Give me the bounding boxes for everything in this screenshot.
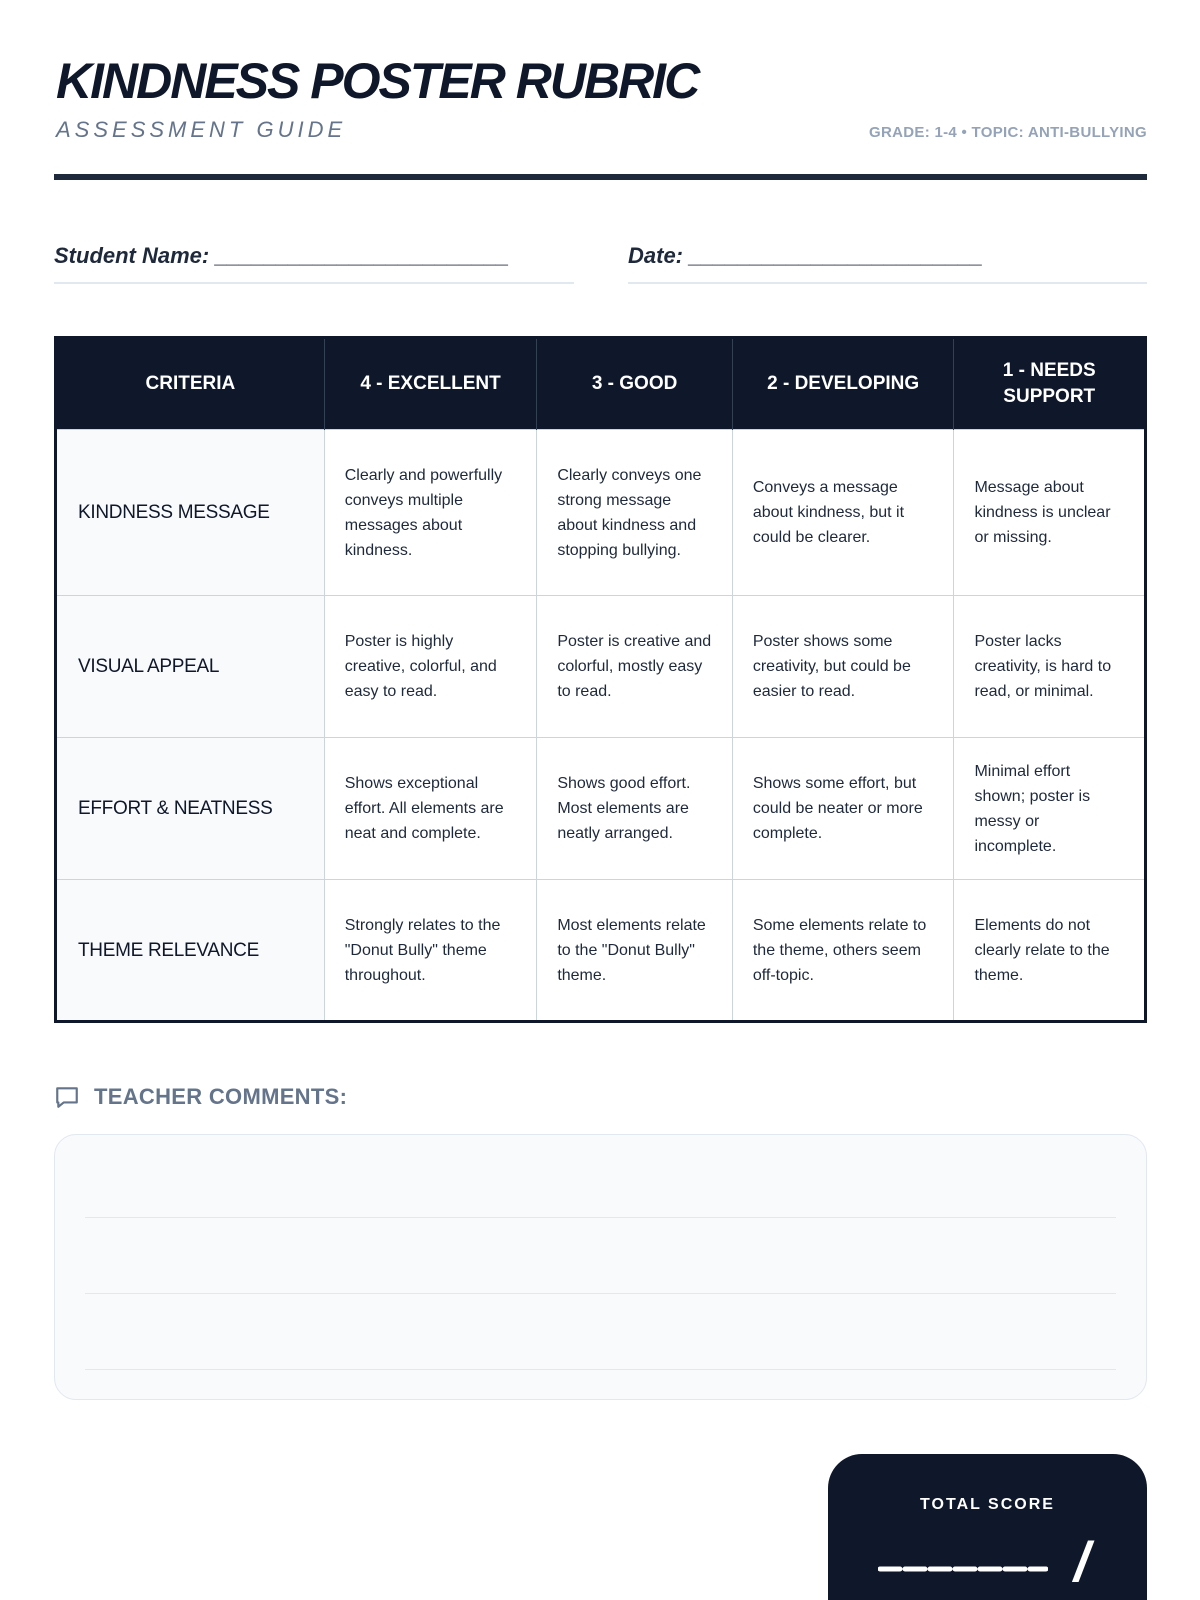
table-row <box>56 430 1146 596</box>
table-row <box>56 738 1146 880</box>
header-divider <box>54 174 1147 180</box>
teacher-comments-heading <box>54 1082 347 1112</box>
header-needs-support: 1 - NEEDS SUPPORT <box>954 338 1146 430</box>
comment-line <box>85 1217 1116 1218</box>
comment-line <box>85 1369 1116 1370</box>
header-criteria: CRITERIA <box>56 338 325 430</box>
table-row <box>56 596 1146 738</box>
excellent-cell: Poster is highly creative, colorful, and easy to read. <box>324 596 537 738</box>
good-cell: Most elements relate to the "Donut Bully" theme. <box>537 880 733 1022</box>
page-title: KINDNESS POSTER RUBRIC <box>56 53 699 109</box>
needs-support-cell: Elements do not clearly relate to the theme. <box>954 880 1146 1022</box>
good-cell: Clearly conveys one strong message about kindness and stopping bullying. <box>537 430 733 596</box>
table-row <box>56 880 1146 1022</box>
total-score-box <box>828 1454 1147 1600</box>
page-subtitle: ASSESSMENT GUIDE <box>56 117 347 142</box>
needs-support-cell: Message about kindness is unclear or missing. <box>954 430 1146 596</box>
criteria-cell: KINDNESS MESSAGE <box>56 430 325 596</box>
teacher-comments-box[interactable] <box>54 1134 1147 1400</box>
good-cell: Poster is creative and colorful, mostly easy to read. <box>537 596 733 738</box>
rubric-table <box>54 336 1147 1023</box>
score-slash: / <box>1074 1530 1090 1593</box>
header-good: 3 - GOOD <box>537 338 733 430</box>
good-cell: Shows good effort. Most elements are neatly arranged. <box>537 738 733 880</box>
score-blank-line[interactable] <box>878 1564 1048 1574</box>
needs-support-cell: Poster lacks creativity, is hard to read, or minimal. <box>954 596 1146 738</box>
developing-cell: Shows some effort, but could be neater or more complete. <box>732 738 954 880</box>
developing-cell: Poster shows some creativity, but could be easier to read. <box>732 596 954 738</box>
excellent-cell: Clearly and powerfully conveys multiple messages about kindness. <box>324 430 537 596</box>
header-excellent: 4 - EXCELLENT <box>324 338 537 430</box>
excellent-cell: Strongly relates to the "Donut Bully" theme throughout. <box>324 880 537 1022</box>
excellent-cell: Shows exceptional effort. All elements are neat and complete. <box>324 738 537 880</box>
date-field[interactable]: Date: ________________________ <box>628 238 1147 284</box>
criteria-cell: VISUAL APPEAL <box>56 596 325 738</box>
comment-icon <box>54 1084 80 1110</box>
rubric-header-row <box>56 338 1146 430</box>
needs-support-cell: Minimal effort shown; poster is messy or incomplete. <box>954 738 1146 880</box>
grade-topic-meta: GRADE: 1-4 • TOPIC: ANTI-BULLYING <box>869 124 1147 141</box>
criteria-cell: THEME RELEVANCE <box>56 880 325 1022</box>
developing-cell: Conveys a message about kindness, but it could be clearer. <box>732 430 954 596</box>
total-score-label: TOTAL SCORE <box>920 1496 1055 1513</box>
criteria-cell: EFFORT & NEATNESS <box>56 738 325 880</box>
teacher-comments-label: TEACHER COMMENTS: <box>94 1084 348 1109</box>
student-name-field[interactable]: Student Name: ________________________ <box>54 238 574 284</box>
comment-line <box>85 1293 1116 1294</box>
header-developing: 2 - DEVELOPING <box>732 338 954 430</box>
developing-cell: Some elements relate to the theme, others seem off-topic. <box>732 880 954 1022</box>
